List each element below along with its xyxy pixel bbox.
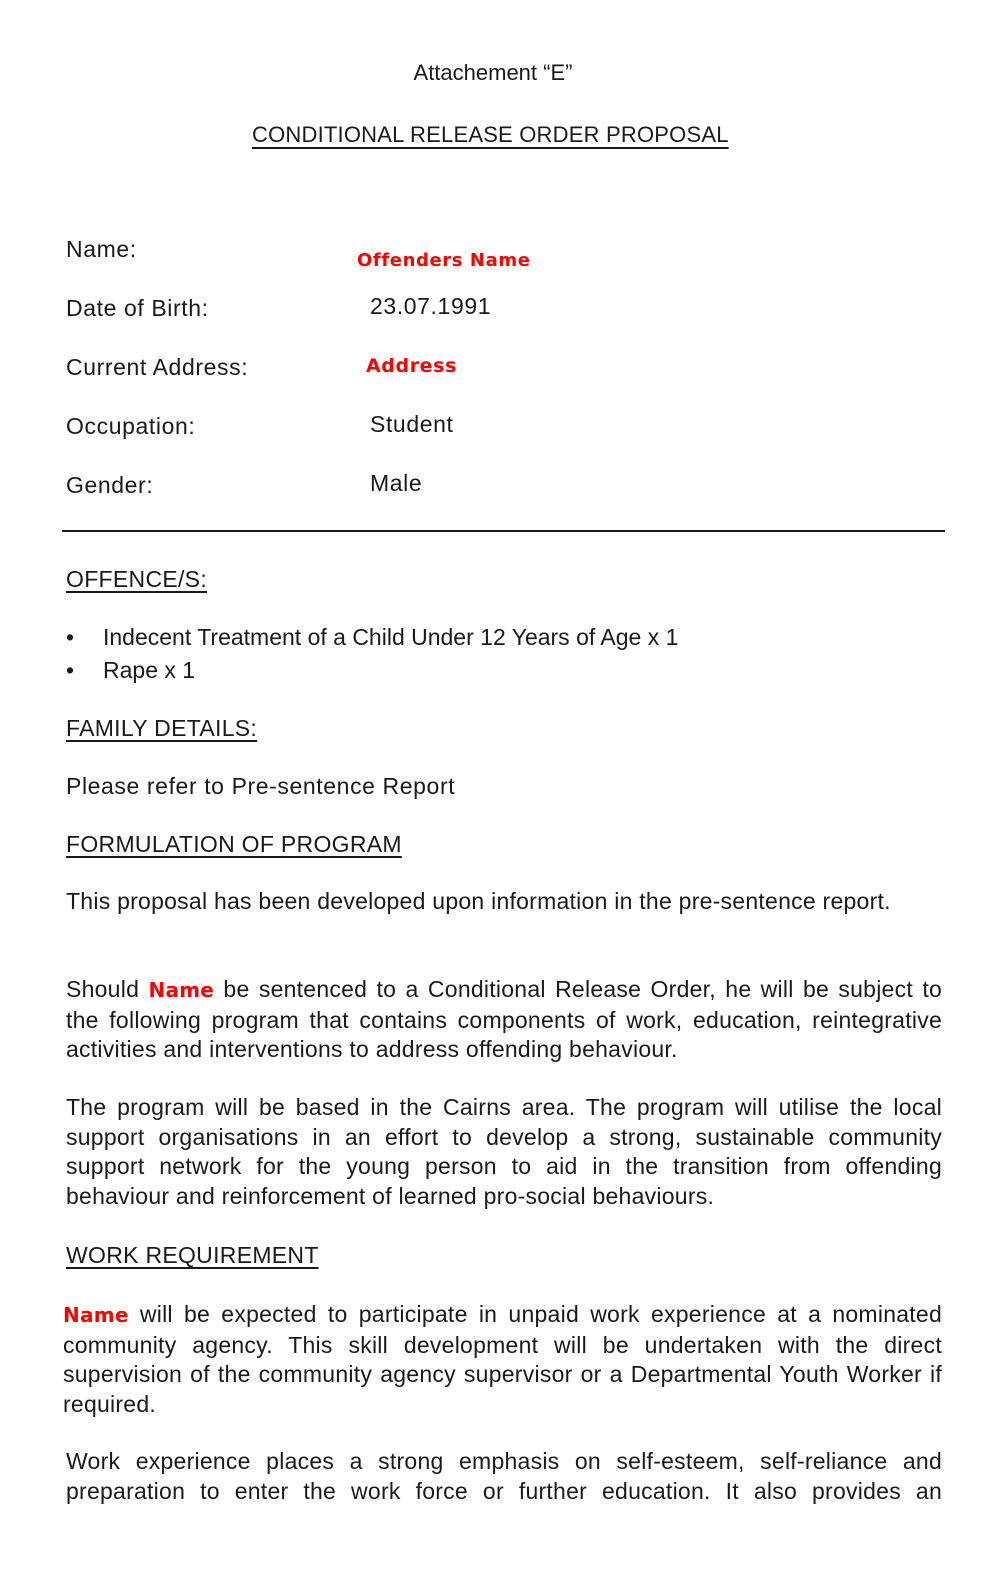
document-title: CONDITIONAL RELEASE ORDER PROPOSAL xyxy=(252,122,729,147)
bullet-icon: • xyxy=(66,657,75,683)
offence-item xyxy=(66,657,195,684)
offence-item xyxy=(66,624,678,651)
offences-heading: OFFENCE/S: xyxy=(66,566,208,592)
occupation-label: Occupation: xyxy=(66,413,196,439)
gender-value: Male xyxy=(370,470,423,496)
offender-name-placeholder: Name xyxy=(148,978,215,1002)
attachment-label: Attachement “E” xyxy=(413,60,573,85)
dob-label: Date of Birth: xyxy=(66,295,209,321)
work-heading: WORK REQUIREMENT xyxy=(66,1242,319,1268)
address-value: Address xyxy=(366,355,457,377)
offence-text: Indecent Treatment of a Child Under 12 Years of Age x 1 xyxy=(103,624,679,650)
family-heading: FAMILY DETAILS: xyxy=(66,715,258,741)
section-divider xyxy=(62,530,945,532)
program-paragraph-3: The program will be based in the Cairns area. The program will utilise the local support organisations in an effort to develop a strong, sustainable community support network for the young person to aid in the transition from offending behaviour and reinforcement of learned pro-social behaviours. xyxy=(66,1094,942,1209)
paragraph-text: be sentenced to a Conditional Release Order, he will be subject to the following program that contains components of work, education, reintegrative activities and interventions to address offending behaviour. xyxy=(66,976,942,1062)
paragraph-prefix: Should xyxy=(66,976,149,1002)
family-text: Please refer to Pre-sentence Report xyxy=(66,773,456,799)
work-paragraph-1 xyxy=(63,1300,942,1419)
program-heading: FORMULATION OF PROGRAM xyxy=(66,831,402,857)
gender-label: Gender: xyxy=(66,472,154,498)
address-label: Current Address: xyxy=(66,354,249,380)
dob-value: 23.07.1991 xyxy=(370,293,492,319)
name-value: Offenders Name xyxy=(357,250,531,271)
paragraph-text: will be expected to participate in unpaid work experience at a nominated community agency. This skill development will be undertaken with the direct supervision of the community agency supervisor or a Departmental Youth Worker if required. xyxy=(63,1301,942,1417)
occupation-value: Student xyxy=(370,411,454,437)
program-paragraph-1: This proposal has been developed upon information in the pre-sentence report. xyxy=(66,888,891,914)
program-paragraph-2 xyxy=(66,975,942,1065)
offender-name-placeholder: Name xyxy=(63,1303,129,1327)
offence-text: Rape x 1 xyxy=(103,657,196,683)
work-paragraph-2: Work experience places a strong emphasis on self-esteem, self-reliance and preparation to enter the work force or further education. It also provides an xyxy=(66,1448,942,1504)
bullet-icon: • xyxy=(66,624,75,650)
name-label: Name: xyxy=(66,236,137,262)
